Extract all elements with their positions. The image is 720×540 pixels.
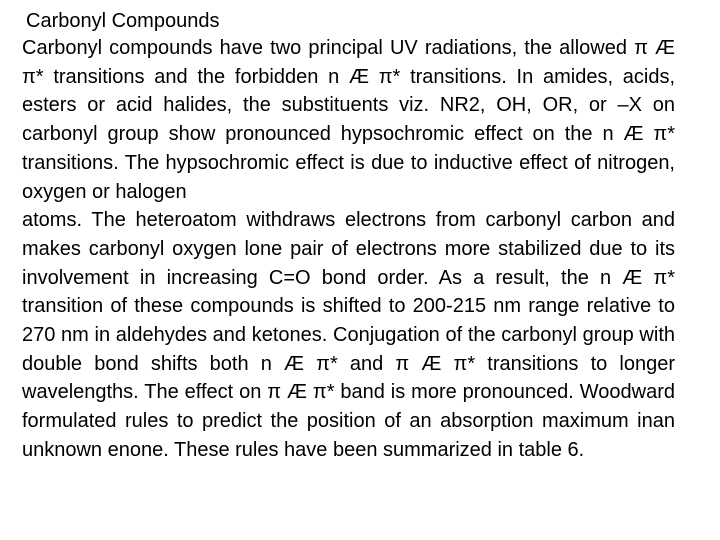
body-paragraph-2: atoms. The heteroatom withdraws electrons from carbonyl carbon and makes carbonyl oxygen lone pair of electrons more stabilized due to its involvement in increasing C=O bond order. As a result, the n Æ π* transition of these compounds is shifted to 200-215 nm range relative to 270 nm in aldehydes and ketones. Conjugation of the carbonyl group with double bond shifts both n Æ π* and π Æ π* transitions to longer wavelengths. The effect on π Æ π* band is more pronounced. Woodward formulated rules to predict the position of an absorption maximum inan unknown enone. These rules have been summarized in table 6. — [22, 209, 675, 461]
body-paragraph-1: Carbonyl compounds have two principal UV radiations, the allowed π Æ π* transitions and the forbidden n Æ π* transitions. In amides, acids, esters or acid halides, the substituents viz. NR2, OH, OR, or –X on carbonyl group show pronounced hypsochromic effect on the n Æ π* transitions. The hypsochromic effect is due to inductive effect of nitrogen, oxygen or halogen — [22, 37, 675, 203]
slide-body — [22, 34, 675, 465]
slide-title: Carbonyl Compounds — [26, 10, 220, 32]
